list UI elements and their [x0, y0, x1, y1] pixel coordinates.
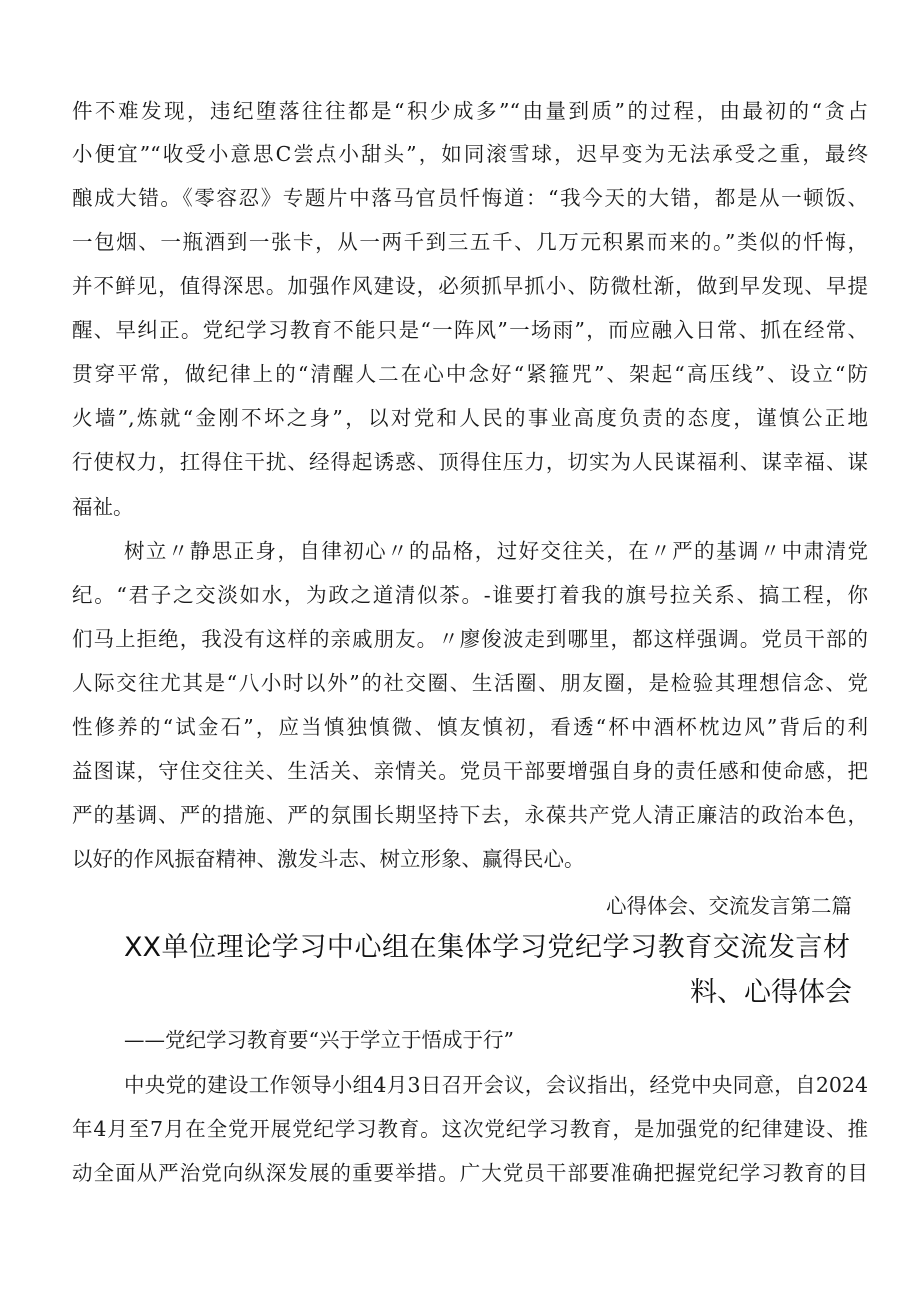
text-line: 酿成大错。《零容忍》专题片中落马官员忏悔道：“我今天的大错，都是从一顿饭、 [72, 186, 868, 210]
article-title-line-1: XX单位理论学习中心组在集体学习党纪学习教育交流发言材 [124, 932, 850, 963]
article-title-line-2: 料、心得体会 [690, 977, 852, 1008]
text-line: 醒、早纠正。党纪学习教育不能只是“一阵风”一场雨”，而应融入日常、抓在经常、 [72, 318, 868, 342]
text-line: 件不难发现，违纪堕落往往都是“积少成多”“由量到质”的过程，由最初的“贪占 [72, 99, 868, 123]
text-line: 以好的作风振奋精神、激发斗志、树立形象、赢得民心。 [72, 847, 585, 871]
text-line: 年4月至7月在全党开展党纪学习教育。这次党纪学习教育，是加强党的纪律建设、推 [72, 1117, 868, 1141]
text-line: 动全面从严治党向纵深发展的重要举措。广大党员干部要准确把握党纪学习教育的目 [72, 1161, 868, 1185]
text-line: 火墙”,炼就“金刚不坏之身”，以对党和人民的事业高度负责的态度，谨慎公正地 [72, 406, 868, 430]
text-line: 一包烟、一瓶酒到一张卡，从一两千到三五千、几万元积累而来的。”类似的忏悔， [72, 230, 868, 254]
text-line: 行使权力，扛得住干扰、经得起诱惑、顶得住压力，切实为人民谋福利、谋幸福、谋 [72, 450, 868, 474]
text-line: 小便宜”“收受小意思C尝点小甜头”，如同滚雪球，迟早变为无法承受之重，最终 [72, 142, 868, 166]
text-line: 益图谋，守住交往关、生活关、亲情关。党员干部要增强自身的责任感和使命感，把 [72, 759, 868, 783]
text-line: 们马上拒绝，我没有这样的亲戚朋友。〃廖俊波走到哪里，都这样强调。党员干部的 [72, 627, 868, 651]
text-line: 并不鲜见，值得深思。加强作风建设，必须抓早抓小、防微杜渐，做到早发现、早提 [72, 274, 868, 298]
article-subtitle: ——党纪学习教育要“兴于学立于悟成于行” [124, 1028, 514, 1052]
text-line: 中央党的建设工作领导小组4月3日召开会议，会议指出，经党中央同意，自2024 [124, 1073, 868, 1097]
text-line: 纪。“君子之交淡如水，为政之道清似茶。-谁要打着我的旗号拉关系、搞工程，你 [72, 583, 868, 607]
text-line: 严的基调、严的措施、严的氛围长期坚持下去，永葆共产党人清正廉洁的政治本色， [72, 803, 868, 827]
text-line: 人际交往尤其是“八小时以外”的社交圈、生活圈、朋友圈，是检验其理想信念、党 [72, 671, 868, 695]
text-line: 福祉。 [72, 495, 134, 519]
text-line: 树立〃静思正身，自律初心〃的品格，过好交往关，在〃严的基调〃中肃清党 [124, 539, 868, 563]
text-line: 性修养的“试金石”，应当慎独慎微、慎友慎初，看透“杯中酒杯枕边风”背后的利 [72, 715, 868, 739]
text-line: 贯穿平常，做纪律上的“清醒人二在心中念好“紧箍咒”、架起“高压线”、设立“防 [72, 362, 868, 386]
section-label: 心得体会、交流发言第二篇 [606, 894, 852, 918]
